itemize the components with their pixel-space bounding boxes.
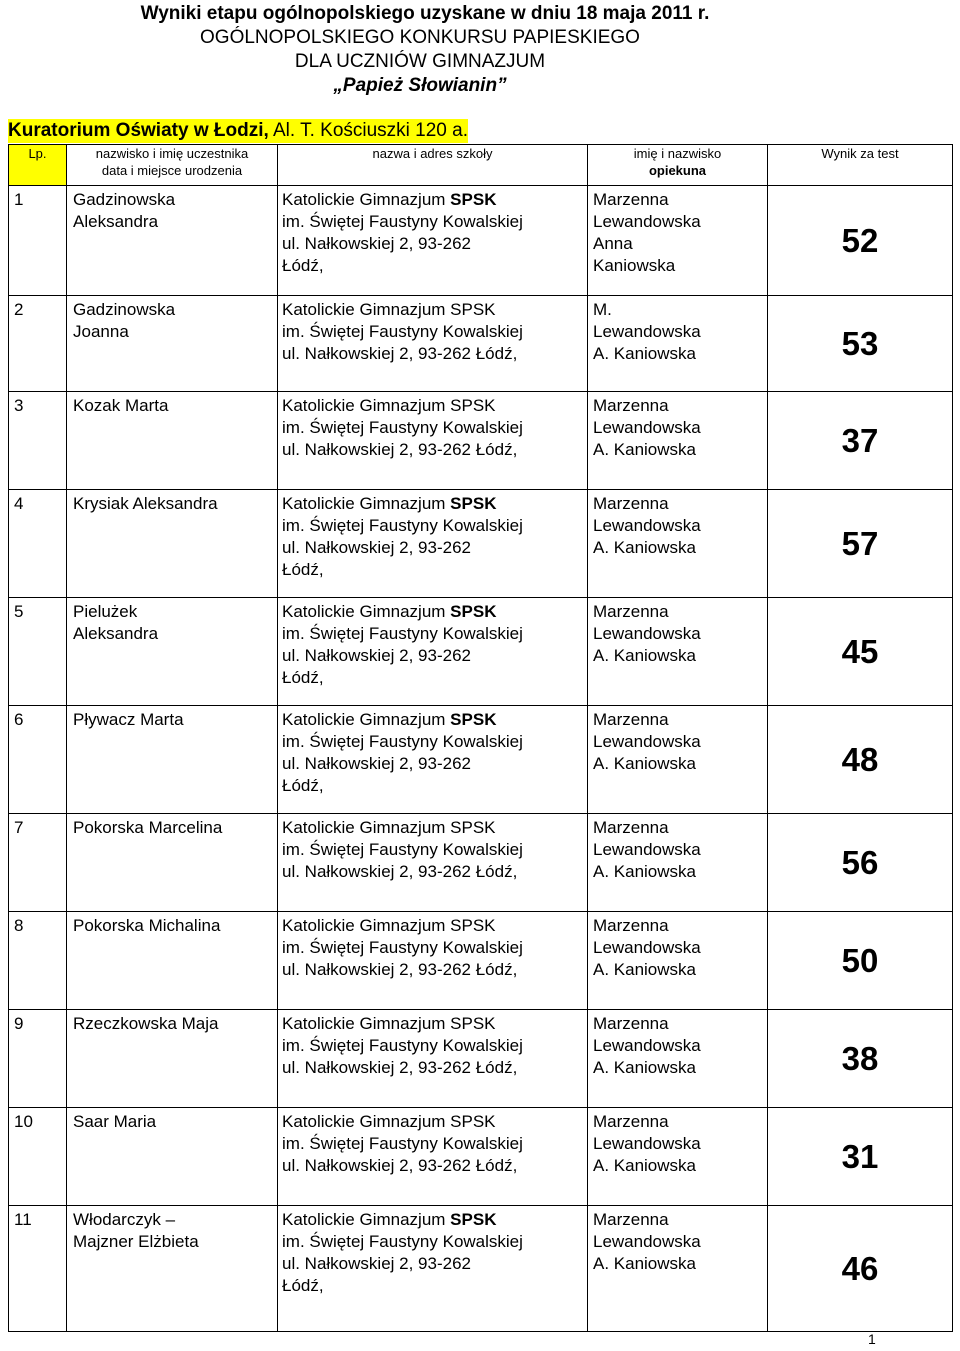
- kuratorium-address: Al. T. Kościuszki 120 a.: [268, 120, 468, 141]
- guardian-name: [588, 1108, 768, 1206]
- guardian-line2: Lewandowska: [593, 732, 701, 751]
- kuratorium-banner: [8, 119, 468, 143]
- school-abbrev: SPSK: [445, 710, 497, 729]
- guardian-line1: Marzenna: [593, 494, 669, 513]
- guardian-line1: Marzenna: [593, 818, 669, 837]
- participant-name-line1: Kozak Marta: [73, 396, 169, 415]
- school-name: Katolickie Gimnazjum SPSK: [282, 1014, 496, 1033]
- row-lp: 9: [9, 1010, 67, 1108]
- participant-name: [67, 1010, 278, 1108]
- participant-name: [67, 392, 278, 490]
- school-street: ul. Nałkowskiej 2, 93-262: [282, 754, 471, 773]
- guardian-line1: Marzenna: [593, 396, 669, 415]
- table-row: [9, 1010, 953, 1108]
- school-city: Łódź,: [282, 1276, 324, 1295]
- guardian-name: [588, 1206, 768, 1332]
- school-patron: im. Świętej Faustyny Kowalskiej: [282, 418, 523, 437]
- guardian-line3: A. Kaniowska: [593, 862, 696, 881]
- school-patron: im. Świętej Faustyny Kowalskiej: [282, 1036, 523, 1055]
- guardian-line1: Marzenna: [593, 710, 669, 729]
- participant-name: [67, 1108, 278, 1206]
- school-address: [278, 706, 588, 814]
- school-name: Katolickie Gimnazjum: [282, 190, 446, 209]
- table-row: [9, 706, 953, 814]
- guardian-line3: A. Kaniowska: [593, 1058, 696, 1077]
- school-address: [278, 912, 588, 1010]
- table-row: [9, 912, 953, 1010]
- guardian-name: [588, 1010, 768, 1108]
- test-result: 46: [768, 1206, 953, 1332]
- school-street: ul. Nałkowskiej 2, 93-262 Łódź,: [282, 440, 518, 459]
- contest-name-line1: OGÓLNOPOLSKIEGO KONKURSU PAPIESKIEGO: [200, 27, 640, 48]
- guardian-line3: Anna: [593, 234, 633, 253]
- guardian-name: [588, 296, 768, 392]
- school-patron: im. Świętej Faustyny Kowalskiej: [282, 624, 523, 643]
- kuratorium-name: Kuratorium Oświaty w Łodzi,: [8, 120, 269, 141]
- school-address: [278, 490, 588, 598]
- school-name: Katolickie Gimnazjum SPSK: [282, 1112, 496, 1131]
- participant-name: [67, 598, 278, 706]
- school-street: ul. Nałkowskiej 2, 93-262: [282, 1254, 471, 1273]
- guardian-name: [588, 186, 768, 296]
- col-guardian-header: [588, 145, 768, 186]
- guardian-line2: Lewandowska: [593, 938, 701, 957]
- participant-name-line1: Włodarczyk –: [73, 1210, 176, 1229]
- guardian-name: [588, 598, 768, 706]
- participant-name-line2: Joanna: [73, 322, 129, 341]
- school-name: Katolickie Gimnazjum: [282, 602, 446, 621]
- school-name-line: [282, 709, 587, 731]
- school-name-line: [282, 299, 587, 321]
- school-address: [278, 296, 588, 392]
- school-street: ul. Nałkowskiej 2, 93-262: [282, 538, 471, 557]
- test-result: 31: [768, 1108, 953, 1206]
- guardian-line1: Marzenna: [593, 1014, 669, 1033]
- contest-name-line2: DLA UCZNIÓW GIMNAZJUM: [294, 51, 546, 72]
- guardian-name: [588, 912, 768, 1010]
- school-name-line: [282, 601, 587, 623]
- table-row: [9, 598, 953, 706]
- school-patron: im. Świętej Faustyny Kowalskiej: [282, 732, 523, 751]
- school-abbrev: SPSK: [445, 602, 497, 621]
- school-name-line: [282, 1013, 587, 1035]
- guardian-line3: A. Kaniowska: [593, 1156, 696, 1175]
- col-name-header-line2: data i miejsce urodzenia: [101, 163, 243, 178]
- test-result: 57: [768, 490, 953, 598]
- school-address: [278, 1206, 588, 1332]
- row-lp: 10: [9, 1108, 67, 1206]
- guardian-line3: A. Kaniowska: [593, 440, 696, 459]
- guardian-name: [588, 706, 768, 814]
- school-patron: im. Świętej Faustyny Kowalskiej: [282, 322, 523, 341]
- school-street: ul. Nałkowskiej 2, 93-262 Łódź,: [282, 1058, 518, 1077]
- school-address: [278, 598, 588, 706]
- school-name-line: [282, 395, 587, 417]
- participant-name-line1: Rzeczkowska Maja: [73, 1014, 219, 1033]
- row-lp: 2: [9, 296, 67, 392]
- guardian-line1: Marzenna: [593, 1112, 669, 1131]
- test-result: 37: [768, 392, 953, 490]
- participant-name-line1: Pielużek: [73, 602, 138, 621]
- guardian-line2: Lewandowska: [593, 322, 701, 341]
- contest-motto: „Papież Słowianin”: [333, 75, 507, 96]
- school-address: [278, 1010, 588, 1108]
- participant-name: [67, 912, 278, 1010]
- school-name: Katolickie Gimnazjum: [282, 710, 446, 729]
- guardian-line3: A. Kaniowska: [593, 754, 696, 773]
- guardian-line3: A. Kaniowska: [593, 344, 696, 363]
- guardian-name: [588, 814, 768, 912]
- participant-name: [67, 490, 278, 598]
- school-address: [278, 1108, 588, 1206]
- guardian-name: [588, 392, 768, 490]
- guardian-line2: Lewandowska: [593, 1232, 701, 1251]
- participant-name: [67, 706, 278, 814]
- row-lp: 5: [9, 598, 67, 706]
- participant-name-line2: Aleksandra: [73, 212, 159, 231]
- table-row: [9, 392, 953, 490]
- school-patron: im. Świętej Faustyny Kowalskiej: [282, 840, 523, 859]
- guardian-line1: Marzenna: [593, 916, 669, 935]
- school-patron: im. Świętej Faustyny Kowalskiej: [282, 1232, 523, 1251]
- guardian-line3: A. Kaniowska: [593, 538, 696, 557]
- guardian-line2: Lewandowska: [593, 516, 701, 535]
- participant-name-line1: Krysiak Aleksandra: [73, 494, 218, 513]
- col-guardian-header-line1: imię i nazwisko: [633, 146, 722, 161]
- guardian-line2: Lewandowska: [593, 1134, 701, 1153]
- school-city: Łódź,: [282, 256, 324, 275]
- participant-name-line1: Gadzinowska: [73, 190, 176, 209]
- table-row: [9, 490, 953, 598]
- table-row: [9, 1108, 953, 1206]
- row-lp: 7: [9, 814, 67, 912]
- table-row: [9, 1206, 953, 1332]
- participant-name-line2: Aleksandra: [73, 624, 159, 643]
- col-name-header-line1: nazwisko i imię uczestnika: [95, 146, 249, 161]
- test-result: 52: [768, 186, 953, 296]
- school-street: ul. Nałkowskiej 2, 93-262 Łódź,: [282, 960, 518, 979]
- participant-name: [67, 186, 278, 296]
- school-patron: im. Świętej Faustyny Kowalskiej: [282, 938, 523, 957]
- guardian-line4: Kaniowska: [593, 256, 676, 275]
- school-patron: im. Świętej Faustyny Kowalskiej: [282, 1134, 523, 1153]
- guardian-line1: Marzenna: [593, 1210, 669, 1229]
- school-street: ul. Nałkowskiej 2, 93-262: [282, 234, 471, 253]
- school-name-line: [282, 915, 587, 937]
- table-row: [9, 296, 953, 392]
- guardian-line1: M.: [593, 300, 612, 319]
- participant-name-line2: Majzner Elżbieta: [73, 1232, 199, 1251]
- school-street: ul. Nałkowskiej 2, 93-262 Łódź,: [282, 862, 518, 881]
- table-row: [9, 186, 953, 296]
- guardian-line2: Lewandowska: [593, 624, 701, 643]
- guardian-line2: Lewandowska: [593, 418, 701, 437]
- results-table: [8, 144, 953, 1332]
- guardian-line3: A. Kaniowska: [593, 1254, 696, 1273]
- school-patron: im. Świętej Faustyny Kowalskiej: [282, 212, 523, 231]
- col-school-header: nazwa i adres szkoły: [278, 145, 588, 186]
- school-street: ul. Nałkowskiej 2, 93-262 Łódź,: [282, 1156, 518, 1175]
- school-city: Łódź,: [282, 560, 324, 579]
- row-lp: 4: [9, 490, 67, 598]
- participant-name: [67, 814, 278, 912]
- guardian-line3: A. Kaniowska: [593, 646, 696, 665]
- test-result: 56: [768, 814, 953, 912]
- school-city: Łódź,: [282, 776, 324, 795]
- col-name-header: [67, 145, 278, 186]
- school-city: Łódź,: [282, 668, 324, 687]
- participant-name: [67, 296, 278, 392]
- guardian-line2: Lewandowska: [593, 1036, 701, 1055]
- col-lp-header: Lp.: [9, 145, 67, 186]
- test-result: 45: [768, 598, 953, 706]
- row-lp: 1: [9, 186, 67, 296]
- school-name: Katolickie Gimnazjum SPSK: [282, 300, 496, 319]
- participant-name: [67, 1206, 278, 1332]
- test-result: 38: [768, 1010, 953, 1108]
- test-result: 48: [768, 706, 953, 814]
- guardian-line2: Lewandowska: [593, 840, 701, 859]
- school-address: [278, 186, 588, 296]
- school-name: Katolickie Gimnazjum SPSK: [282, 916, 496, 935]
- school-name: Katolickie Gimnazjum: [282, 494, 446, 513]
- school-name-line: [282, 817, 587, 839]
- participant-name-line1: Pokorska Michalina: [73, 916, 221, 935]
- table-row: [9, 814, 953, 912]
- test-result: 50: [768, 912, 953, 1010]
- school-street: ul. Nałkowskiej 2, 93-262: [282, 646, 471, 665]
- guardian-line1: Marzenna: [593, 190, 669, 209]
- page-title: Wyniki etapu ogólnopolskiego uzyskane w dniu 18 maja 2011 r.: [140, 3, 710, 24]
- participant-name-line1: Pokorska Marcelina: [73, 818, 223, 837]
- guardian-name: [588, 490, 768, 598]
- school-patron: im. Świętej Faustyny Kowalskiej: [282, 516, 523, 535]
- row-lp: 3: [9, 392, 67, 490]
- guardian-line3: A. Kaniowska: [593, 960, 696, 979]
- participant-name-line1: Gadzinowska: [73, 300, 176, 319]
- school-name-line: [282, 493, 587, 515]
- school-abbrev: SPSK: [445, 494, 497, 513]
- school-name: Katolickie Gimnazjum: [282, 1210, 446, 1229]
- participant-name-line1: Saar Maria: [73, 1112, 157, 1131]
- col-result-header: Wynik za test: [768, 145, 953, 186]
- participant-name-line1: Pływacz Marta: [73, 710, 184, 729]
- test-result: 53: [768, 296, 953, 392]
- school-street: ul. Nałkowskiej 2, 93-262 Łódź,: [282, 344, 518, 363]
- school-address: [278, 814, 588, 912]
- row-lp: 6: [9, 706, 67, 814]
- school-name-line: [282, 189, 587, 211]
- school-name: Katolickie Gimnazjum SPSK: [282, 396, 496, 415]
- school-name: Katolickie Gimnazjum SPSK: [282, 818, 496, 837]
- school-name-line: [282, 1209, 587, 1231]
- row-lp: 11: [9, 1206, 67, 1332]
- school-abbrev: SPSK: [445, 190, 497, 209]
- school-name-line: [282, 1111, 587, 1133]
- guardian-line1: Marzenna: [593, 602, 669, 621]
- col-guardian-header-line2: opiekuna: [648, 163, 707, 178]
- table-header-row: [9, 145, 953, 186]
- school-address: [278, 392, 588, 490]
- row-lp: 8: [9, 912, 67, 1010]
- page-number: 1: [868, 1331, 876, 1347]
- guardian-line2: Lewandowska: [593, 212, 701, 231]
- school-abbrev: SPSK: [445, 1210, 497, 1229]
